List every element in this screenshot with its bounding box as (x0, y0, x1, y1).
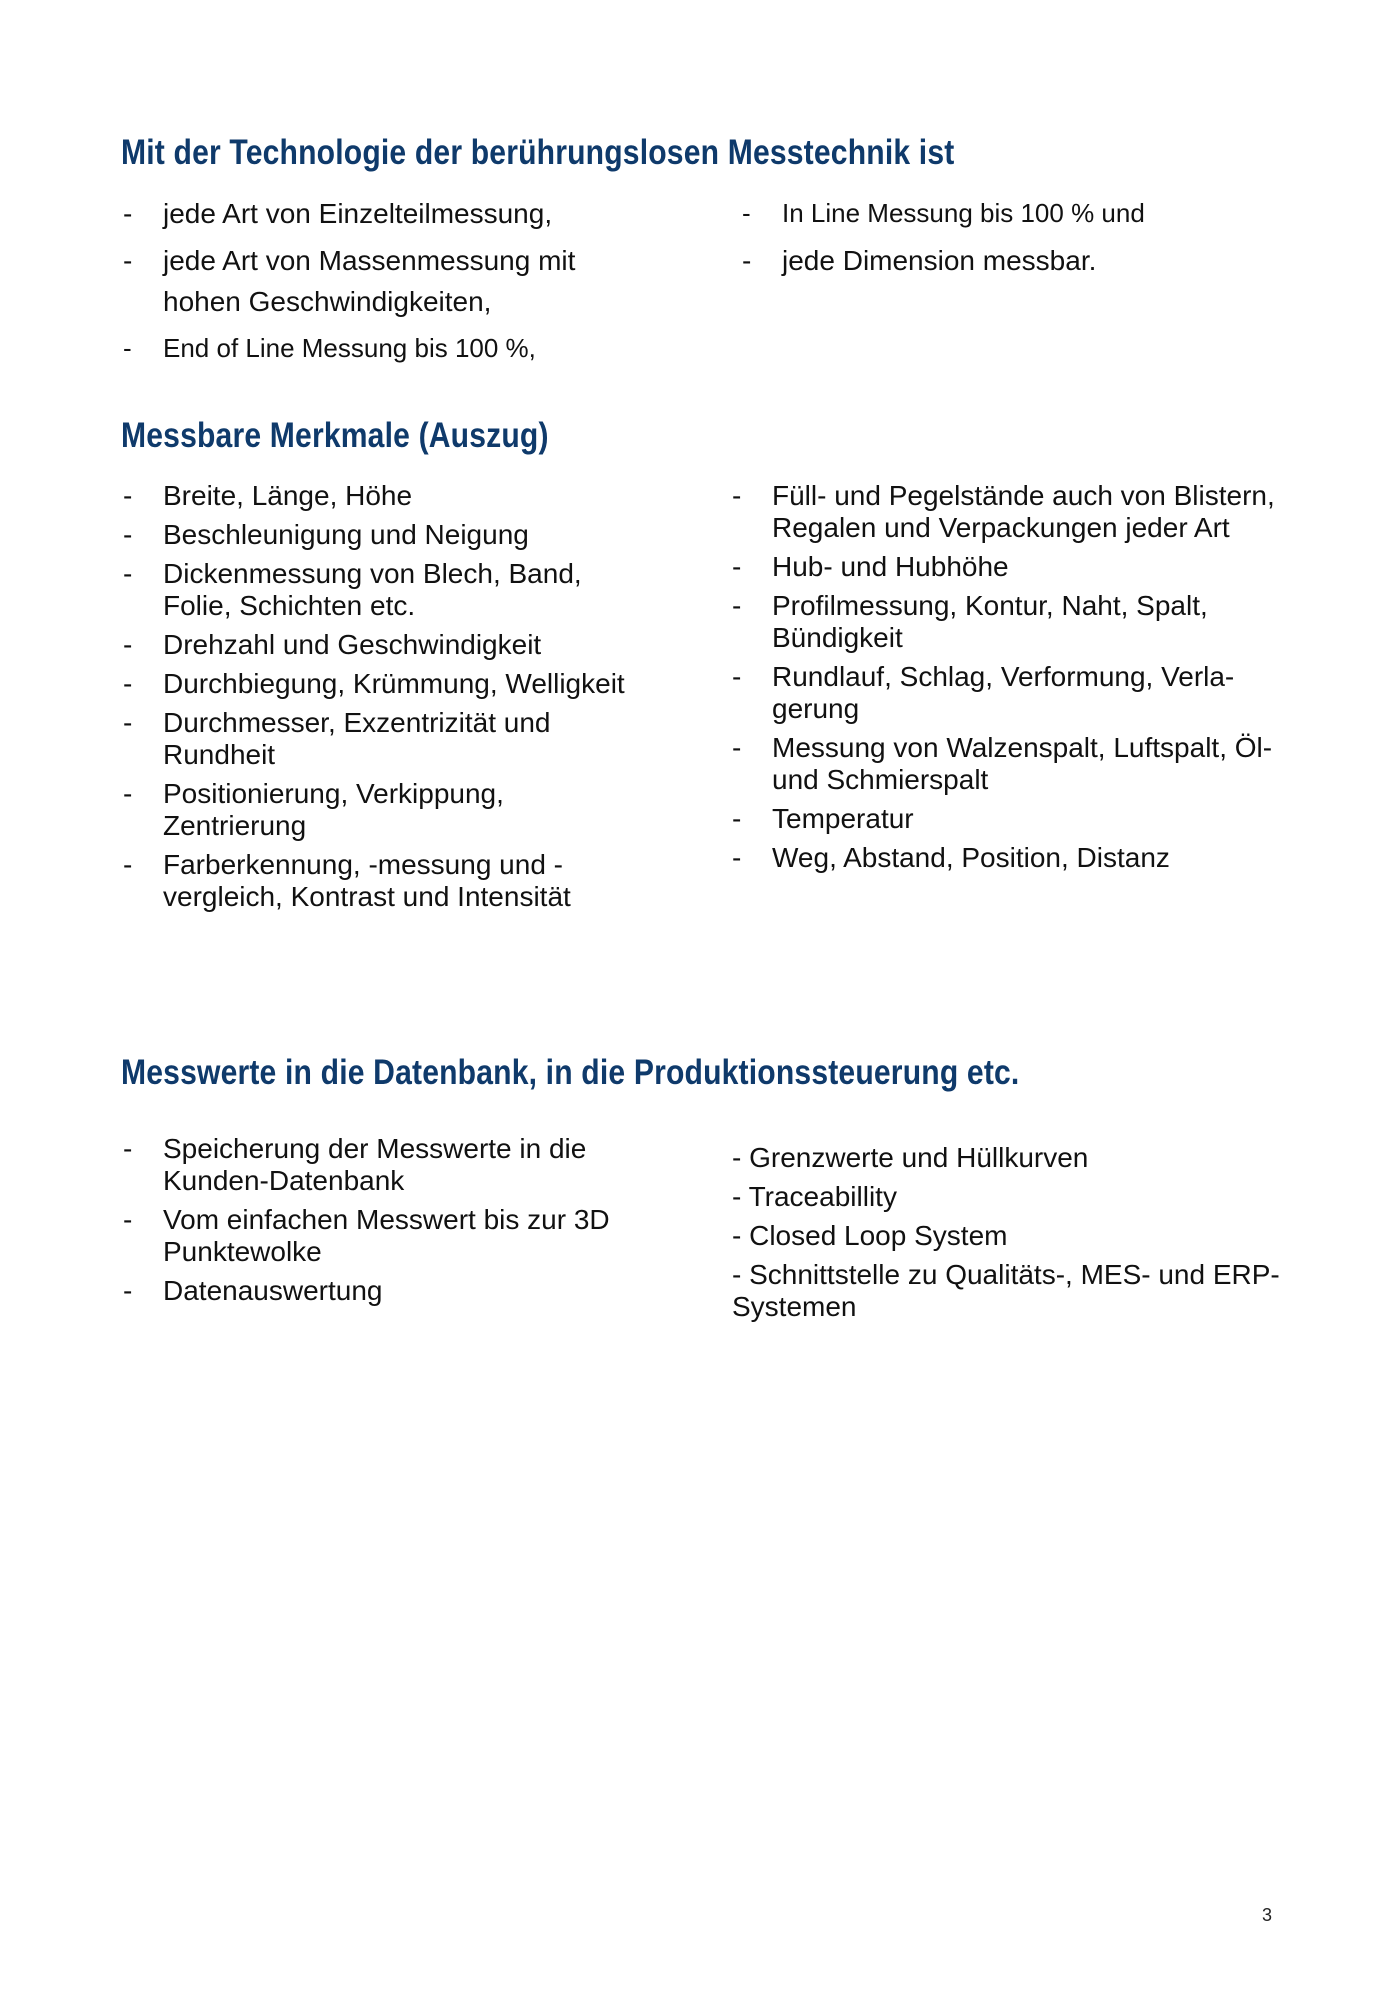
list-item: - Profilmessung, Kontur, Naht, Spalt, Bündigkeit (730, 590, 1290, 654)
list-item: - Rundlauf, Schlag, Verformung, Verla-gerung (730, 661, 1290, 725)
list-item: - Grenzwerte und Hüllkurven (732, 1142, 1089, 1173)
list-item: - jede Dimension messbar. (740, 240, 1280, 281)
list-item: - Durchbiegung, Krümmung, Welligkeit (121, 668, 641, 700)
list-item: - Temperatur (730, 803, 1290, 835)
list-item: - Drehzahl und Geschwindigkeit (121, 629, 641, 661)
list-item: - Messung von Walzenspalt, Luftspalt, Öl- und Schmierspalt (730, 732, 1290, 796)
list-item: - Dickenmessung von Blech, Band, Folie, Schichten etc. (121, 558, 641, 622)
section3-left-list (121, 1133, 641, 1314)
section1-right-list (740, 193, 1280, 287)
section2-right-list (730, 480, 1290, 881)
section3-right-list (732, 1142, 1292, 1330)
list-item: - Schnittstelle zu Qualitäts-, MES- und ERP-Systemen (732, 1259, 1280, 1322)
list-item: - Durchmesser, Exzentrizität und Rundheit (121, 707, 641, 771)
section2-heading: Messbare Merkmale (Auszug) (121, 416, 549, 455)
list-item: - Breite, Länge, Höhe (121, 480, 641, 512)
list-item: - Datenauswertung (121, 1275, 641, 1307)
list-item: - jede Art von Massenmessung mit hohen Geschwindigkeiten, (121, 240, 641, 322)
list-item: - Traceabillity (732, 1181, 897, 1212)
list-item: - Weg, Abstand, Position, Distanz (730, 842, 1290, 874)
section3-heading: Messwerte in die Datenbank, in die Produktionssteuerung etc. (121, 1053, 1020, 1092)
list-item: - In Line Messung bis 100 % und (740, 193, 1280, 234)
list-item: - Hub- und Hubhöhe (730, 551, 1290, 583)
page-number: 3 (1262, 1905, 1273, 1925)
section1-heading: Mit der Technologie der berührungslosen Messtechnik ist (121, 133, 955, 172)
list-item: - Positionierung, Verkippung, Zentrierung (121, 778, 641, 842)
list-item: - Closed Loop System (732, 1220, 1008, 1251)
list-item: - Beschleunigung und Neigung (121, 519, 641, 551)
section2-left-list (121, 480, 641, 920)
list-item: - Farberkennung, -messung und -vergleich, Kontrast und Intensität (121, 849, 641, 913)
list-item: - jede Art von Einzelteilmessung, (121, 193, 641, 234)
section1-left-list (121, 193, 641, 375)
list-item: - Vom einfachen Messwert bis zur 3D Punktewolke (121, 1204, 641, 1268)
list-item: - End of Line Messung bis 100 %, (121, 328, 641, 369)
list-item: - Speicherung der Messwerte in die Kunden-Datenbank (121, 1133, 641, 1197)
list-item: - Füll- und Pegelstände auch von Blistern, Regalen und Verpackungen jeder Art (730, 480, 1290, 544)
